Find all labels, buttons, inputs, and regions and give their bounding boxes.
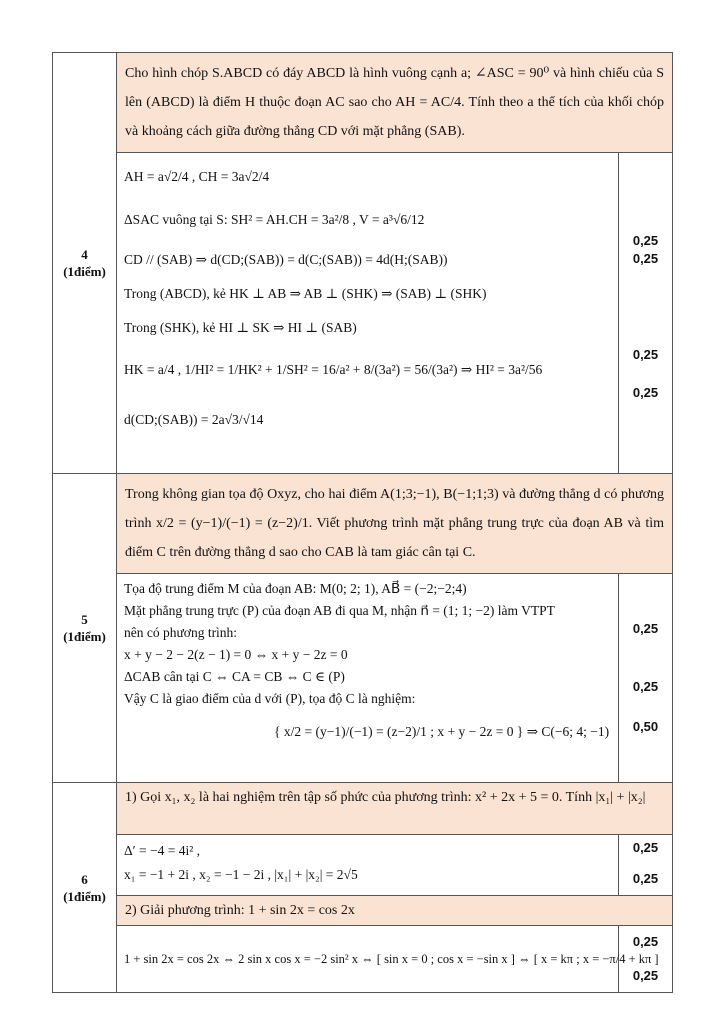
q5-problem: Trong không gian tọa độ Oxyz, cho hai điểm A(1;3;−1), B(−1;1;3) và đường thẳng d có phương trình x/2 = (y−1)/(−1) = (z−2)/1. Viết phương trình mặt phẳng trung trực của đoạn AB và tìm điểm C trên đường thẳng d sao cho CAB là tam giác cân tại C. bbox=[117, 474, 673, 574]
q6-label bbox=[53, 783, 117, 993]
q4-points: (1điểm) bbox=[63, 264, 106, 279]
q6-score-3: 0,25 bbox=[632, 934, 659, 949]
q5-line-7: { x/2 = (y−1)/(−1) = (z−2)/1 ; x + y − 2z = 0 } ⇒ C(−6; 4; −1) bbox=[274, 724, 610, 739]
q4-score-1: 0,25 bbox=[632, 233, 659, 248]
q6-points: (1điểm) bbox=[63, 888, 106, 904]
q6-scores-1 bbox=[619, 835, 673, 896]
q5-score-1: 0,25 bbox=[632, 621, 659, 636]
q6-score-1: 0,25 bbox=[632, 840, 659, 855]
q4-scores bbox=[619, 153, 673, 474]
q4-line-1: AH = a√2/4 , CH = 3a√2/4 bbox=[124, 169, 270, 184]
q6-scores-2 bbox=[619, 926, 673, 993]
q5-line-2: Mặt phẳng trung trực (P) của đoạn AB đi qua M, nhận n⃗ = (1; 1; −2) làm VTPT bbox=[124, 603, 555, 618]
q4-number: 4 bbox=[81, 247, 88, 262]
q4-line-3: CD // (SAB) ⇒ d(CD;(SAB)) = d(C;(SAB)) = 4d(H;(SAB)) bbox=[124, 252, 448, 267]
answer-key-table bbox=[52, 52, 673, 993]
q5-score-3: 0,50 bbox=[632, 719, 659, 734]
q5-scores bbox=[619, 574, 673, 783]
q5-line-3: nên có phương trình: bbox=[124, 625, 238, 640]
q5-line-1: Tọa độ trung điểm M của đoạn AB: M(0; 2; 1), AB⃗ = (−2;−2;4) bbox=[124, 581, 467, 596]
q6-score-4: 0,25 bbox=[632, 968, 659, 983]
q5-line-6: Vậy C là giao điểm của d với (P), tọa độ C là nghiệm: bbox=[124, 691, 416, 706]
q4-score-4: 0,25 bbox=[632, 385, 659, 400]
q5-label bbox=[53, 474, 117, 783]
q4-problem: Cho hình chóp S.ABCD có đáy ABCD là hình vuông cạnh a; ∠ASC = 90⁰ và hình chiếu của S lên (ABCD) là điểm H thuộc đoạn AC sao cho AH = AC/4. Tính theo a thể tích của khối chóp và khoảng cách giữa đường thẳng CD với mặt phẳng (SAB). bbox=[117, 53, 673, 153]
q5-number: 5 bbox=[81, 612, 88, 627]
q6-problem-2: 2) Giải phương trình: 1 + sin 2x = cos 2x bbox=[117, 896, 673, 926]
q6-line-1: Δ′ = −4 = 4i² , bbox=[124, 843, 201, 858]
q6-line-3: 1 + sin 2x = cos 2x ⇔ 2 sin x cos x = −2 sin² x ⇔ [ sin x = 0 ; cos x = −sin x ] ⇔ [ x = kπ ; x = −π/4 + kπ ] bbox=[124, 952, 659, 966]
q4-line-7: d(CD;(SAB)) = 2a√3/√14 bbox=[124, 412, 264, 427]
q4-score-2: 0,25 bbox=[632, 251, 659, 266]
q4-label bbox=[53, 53, 117, 474]
q6-line-2: x₁ = −1 + 2i , x₂ = −1 − 2i , |x₁| + |x₂| = 2√5 bbox=[124, 867, 358, 882]
q4-solution bbox=[117, 153, 619, 474]
q5-score-2: 0,25 bbox=[632, 679, 659, 694]
q4-line-6: HK = a/4 , 1/HI² = 1/HK² + 1/SH² = 16/a² + 8/(3a²) = 56/(3a²) ⇒ HI² = 3a²/56 bbox=[124, 362, 543, 377]
q4-line-4: Trong (ABCD), kẻ HK ⊥ AB ⇒ AB ⊥ (SHK) ⇒ (SAB) ⊥ (SHK) bbox=[124, 286, 487, 301]
q6-problem-1: 1) Gọi x₁, x₂ là hai nghiệm trên tập số phức của phương trình: x² + 2x + 5 = 0. Tính |x₁| + |x₂| bbox=[117, 783, 673, 835]
q5-line-4: x + y − 2 − 2(z − 1) = 0 ⇔ x + y − 2z = 0 bbox=[124, 647, 348, 662]
q6-number: 6 bbox=[81, 871, 88, 887]
q5-points: (1điểm) bbox=[63, 629, 106, 644]
q4-line-2: ΔSAC vuông tại S: SH² = AH.CH = 3a²/8 , V = a³√6/12 bbox=[124, 212, 425, 227]
q6-solution-1 bbox=[117, 835, 619, 896]
q6-score-2: 0,25 bbox=[632, 871, 659, 886]
q5-line-5: ΔCAB cân tại C ⇔ CA = CB ⇔ C ∈ (P) bbox=[124, 669, 345, 684]
q5-solution bbox=[117, 574, 619, 783]
q4-score-3: 0,25 bbox=[632, 347, 659, 362]
q4-line-5: Trong (SHK), kẻ HI ⊥ SK ⇒ HI ⊥ (SAB) bbox=[124, 320, 357, 335]
